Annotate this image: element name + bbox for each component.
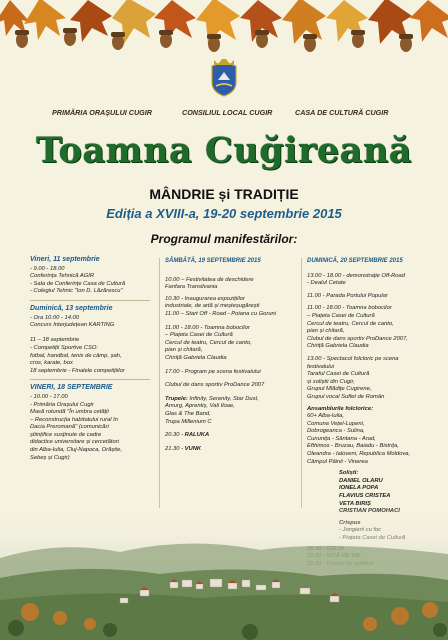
divider (30, 379, 150, 380)
ensembles-heading: Ansamblurile folclorice: (307, 405, 374, 412)
act-time: 20.30 - (165, 432, 184, 439)
soloists-heading: Soliști: (339, 470, 359, 477)
act-name: RALUKA (183, 432, 210, 439)
headliner-raluka (165, 432, 295, 440)
duminica-13-program: - Ora 10.00 - 14.00 Concurs Interjudețean KARTING 11 – 18 septembrie - Competiții Sportive CSO: fotbal, handbal, tenis de câmp, șah, cros, karate, box 18 septembrie - Finalele competițiilor (30, 314, 125, 374)
day-heading-vineri-18: VINERI, 18 SEPTEMBRIE (30, 384, 113, 392)
divider (30, 300, 150, 301)
sponsor-casa-cultura: CASA DE CULTURĂ CUGIR (295, 108, 389, 117)
event-dance-club: Clubul de dans sportiv ProDance 2007 (165, 382, 265, 389)
bands-label: Trupele: (165, 395, 188, 402)
vineri-18-program: - 10.00 - 17.00 - Primăria Orașului Cugir Masă rotundă "În umbra cetății – Reconstrucția habitatului rural în Dacia Preromană" (comunicări științifice susținute de cadre didactice universitare și cercetători din Alba-Iulia, Cluj-Napoca, Orăștie, Sebeș și Cugir) (30, 393, 122, 461)
event-opening: 10.00 – Festivitatea de deschidere Fanfara Transilvania (165, 276, 254, 291)
sponsor-primaria: PRIMĂRIA ORAȘULUI CUGIR (52, 108, 152, 117)
bands-list (165, 396, 295, 426)
program-heading: Programul manifestărilor: (150, 232, 298, 246)
event-parade: 11.00 - Parada Portului Popular (307, 292, 388, 299)
event-offroad-demo: 13.00 - 18.00 - demonstrație Off-Road - Dealul Cetate (307, 272, 405, 287)
event-offroad-start: 11.00 – Start Off - Road - Poiana cu Goruni (165, 310, 277, 317)
column-separator (159, 258, 160, 508)
headliner-vunk (165, 446, 295, 454)
act-time: 21.30 - (165, 445, 184, 452)
organizers-row (0, 108, 448, 120)
bands-names: Infinity, Serenity, Star Dust, Amurg, Aprentiș, Vali Iloae, Glas & The Band, Trupa Millenium C (165, 395, 259, 425)
event-stage-program: 17.00 - Program pe scena festivalului (165, 368, 261, 375)
town-landscape-photo (0, 500, 448, 640)
day-heading-sambata-19: SÂMBĂTĂ, 19 SEPTEMBRIE 2015 (165, 258, 261, 264)
day-heading-duminica-20: DUMINICĂ, 20 SEPTEMBRIE 2015 (307, 258, 403, 264)
edition-line: Ediția a XVIII-a, 19-20 septembrie 2015 (106, 206, 342, 221)
soloists-list: DANIEL OLARU IONELA POPA FLAVIUS CRISTEA (339, 477, 391, 500)
autumn-leaves-border (0, 0, 448, 62)
festival-title: Toamna Cuğireană (36, 130, 412, 171)
left-column (30, 256, 155, 462)
middle-column (165, 258, 295, 453)
act-name: VUNK (183, 445, 202, 452)
day-heading-duminica-13: Duminică, 13 septembrie (30, 304, 113, 312)
column-separator (301, 258, 302, 508)
cugir-coat-of-arms (208, 58, 240, 98)
day-heading-vineri-11: Vineri, 11 septembrie (30, 256, 100, 263)
festival-subtitle: MÂNDRIE și TRADIȚIE (149, 186, 299, 202)
vineri-11-program: - 9.00 - 18.00 Conferința Tehnică AGIR - Sala de Conferințe Casa de Cultură - Colegiul Tehnic "Ion D. Lăzărescu" (30, 265, 126, 295)
event-exhibitions: 10.30 - Inaugurarea expozițiilor industriale, de artă și meșteșugărești (165, 295, 260, 310)
event-toamna-bobocilor-sunday: 11.00 - 18.00 - Toamna bobocilor – Piațeta Casei de Cultură Cercul de teatru, Cercul de canto, pian și chitară, Clubul de dans sportiv ProDance 2007, Chiriță Gabriela Claudia (307, 305, 408, 350)
sponsor-consiliul: CONSILIUL LOCAL CUGIR (182, 108, 273, 117)
ensembles-list: 60+ Alba-Iulia, Comuna Vețel-Lupeni, Dobrogeanca - Sulina, Cununița - Sântana - Arad, Efthimos - Bruzau, Baiadu - Bistrița, Oleandra - Ialoveni, Republica Moldova, Câmpul Pâinii - Vinerea (307, 413, 411, 465)
event-folk-show: 13.00 - Spectacol folcloric pe scena festivalului Taraful Casei de Cultură și soliștii din Cugir, Grupul Mlădițe Cugirene, Grupul vocal Suflet de Român (307, 355, 399, 400)
event-toamna-bobocilor: 11.00 - 18.00 - Toamna bobocilor – Piațeta Casei de Cultură Cercul de teatru, Cercul de canto, pian și chitară, Chiriță Gabriela Claudia (165, 324, 252, 361)
